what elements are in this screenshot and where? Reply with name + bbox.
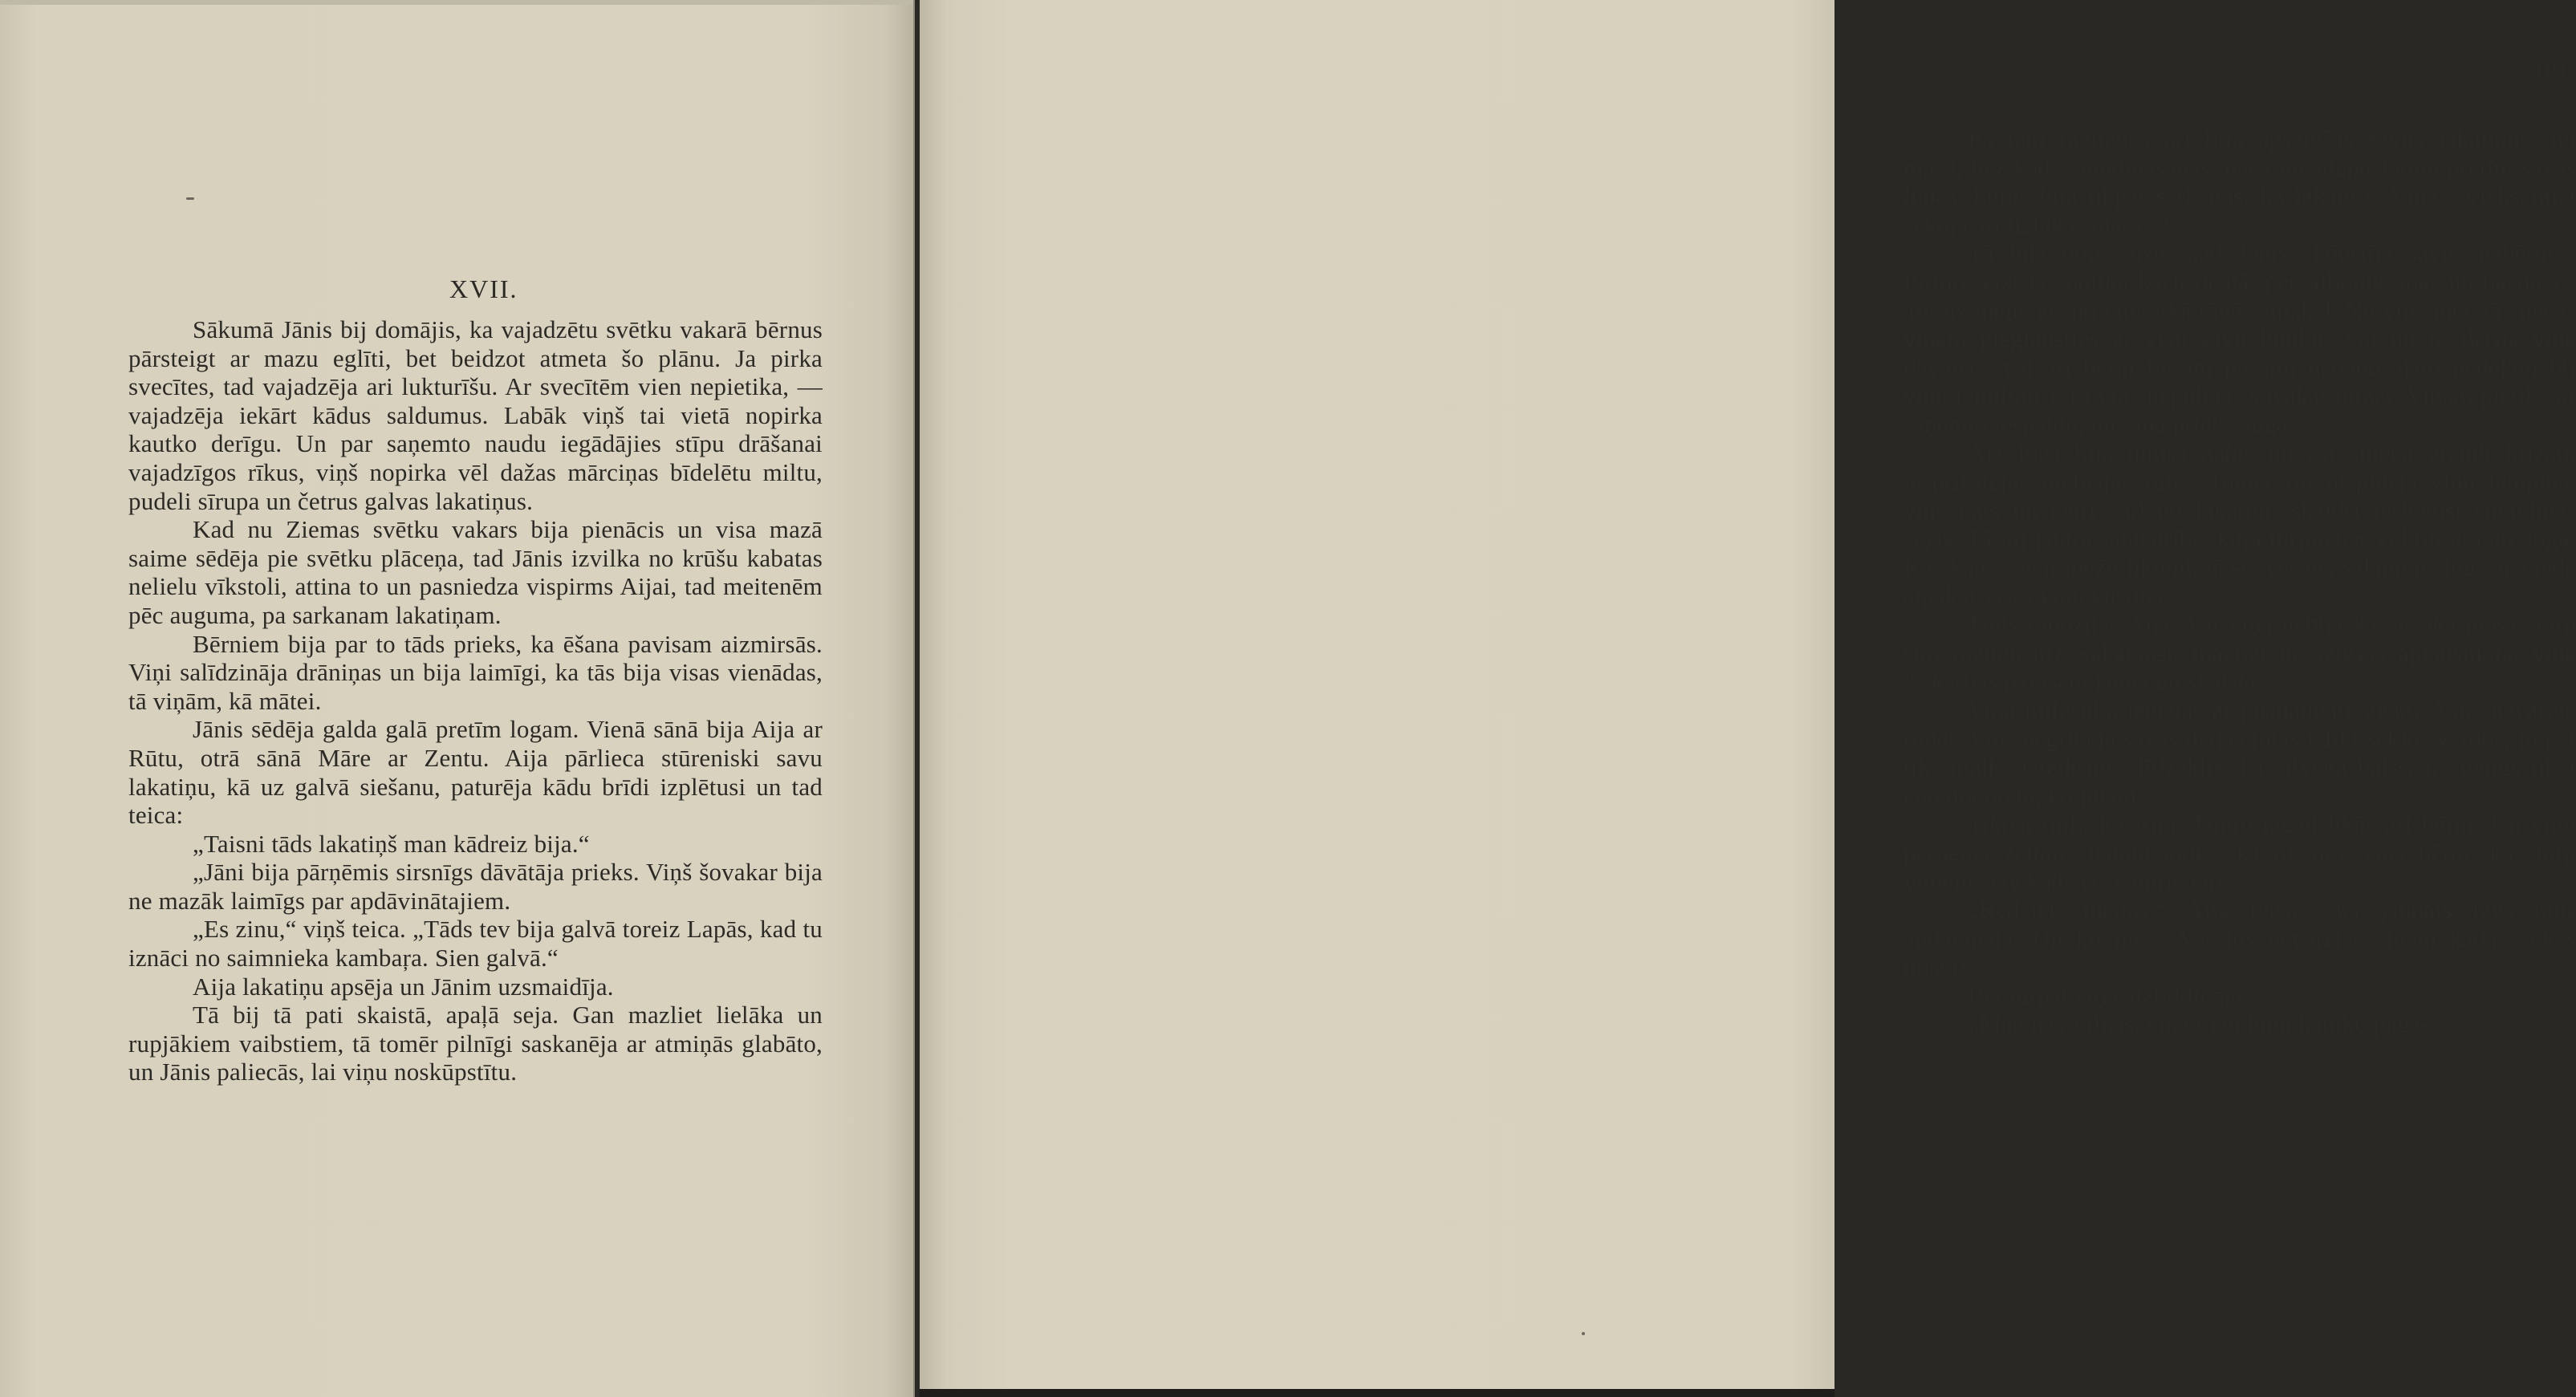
paragraph: Tā bija otra reize, kad Jānis skūpstīja savus pabērņus. Pirmo reizi tas notika kāzu dienā, pēc atbraukšanas no baznīcas. Toreiz meitenes no viņa itkā rāvās atpakaļ. Nu viņš juta, tās tiecās viņam pieglausties ar visu savu būtību. Vai nu to darīja viņa dāvanas, vai ari bērni tiešām pa šīm nedaudzajām nedēļām bij viņu iemīļojuši, to viņš nepūlejās šovakar minēt. Viņam pietika ar saņemto iespaidu, un viņa prieks auga. bbox=[1904, 238, 2576, 438]
paragraph: Pa tam meitenes ari bija apsējušas savus lakatiņus, un mazā, bez kādas mudināšanas, nāca un stiepa Jānim pretīm savas lūpas, kuŗas bija tikpat sarkanas, kā lakatiņš. Viņas priekšzīmei sekoja ari lielākās māsas.“ bbox=[1904, 124, 2576, 238]
right-page bbox=[920, 0, 2576, 1397]
paper-speck bbox=[1582, 1332, 1585, 1335]
paper-speck bbox=[186, 197, 194, 200]
paragraph: „Es zinu,“ viņš teica. „Tāds tev bija galvā toreiz Lapās, kad tu iznāci no saimnieka kambaŗa. Sien galvā.“ bbox=[128, 915, 823, 973]
paragraph: „Jāni bija pārņēmis sirsnīgs dāvātāja prieks. Viņš šovakar bija ne mazāk laimīgs par apdāvinātajiem. bbox=[128, 858, 823, 915]
paragraph: Tā bij tā pati skaistā, apaļā seja. Gan mazliet lielāka un rupjākiem vaibstiem, tā tomēr pilnīgi saskanēja ar atmiņās glabāto, un Jānis paliecās, lai viņu noskūpstītu. bbox=[128, 1001, 823, 1086]
paragraph: Jānis sēdēja galda galā pretīm logam. Vienā sānā bija Aija ar Rūtu, otrā sānā Māre ar Zentu. Aija pārliecа stūreniski savu lakatiņu, kā uz galvā siešanu, paturēja kādu brīdi izplētusi un tad teica: bbox=[128, 715, 823, 830]
chapter-heading: XVII. bbox=[449, 274, 518, 303]
paragraph: Aiz loga bija tumša nakts un asi sniega graudi brīžam iesprikstējās melnajās rūtīs. Tomēr tur atspīdēja viņu lampiņa, viņš pats un četri sarkani lakatiņi, skaidri ieslēguši smaidīgās sejas. Tā bij jautra sabiedrība, kuŗa turpinājās vēl tur ārā aiz loga. Kā skaņas atsit mežu līkumi, tā šis vecais, salāpītais logs atsvieda atpakaļ visas viņu kustības. bbox=[1904, 438, 2576, 610]
paragraph: „Redziet, meitas,“ Aija teica, „kā jaunais tēvs mūs apdāvināja. Un ko mēs? Vai jūs nevarējāt viņam kādas zeķes noadīt?“ bbox=[1904, 895, 2576, 981]
paragraph: Jānis raudzījās Aijā. Vai viņa nebija kā vecākā māsa starp šīm meitenēm? Sakarsusi, mazliet no augšas apgaismota, viņa izskatījās pavisam jauna un skaista. bbox=[1904, 610, 2576, 696]
paragraph: Tikpat mīļi, kā Aija, Jānim tagad likās ari bērni. Un viņu pārņēma žēlums iedomājoties, ka tie nav viņa bērni, ka starp viņiem stāv kāds vecs miris virs. bbox=[1904, 810, 2576, 895]
right-page-body bbox=[1904, 124, 2576, 1038]
paragraph: Viņa mīlestība iedegās ar pirmatnēju spēku. Viņš nevarēja runāt. Viņš negribēja savas dziļās jūtas izlikt seklos vārdos; jo pat tik smalks izteiksmes līdzeklis, kā cilvēka balss, ir spējīgs tikai ēnu dot no tā, ko jūtam. bbox=[1904, 695, 2576, 810]
paragraph: Sākumā Jānis bij domājis, ka vajadzētu svētku vakarā bērnus pārsteigt ar mazu eglīti, bet beidzot atmeta šo plānu. Ja pirka svecītes, tad vajadzēja ari lukturīšu. Ar svecītēm vien nepietika, — vajadzēja iekārt kādus saldumus. Labāk viņš tai vietā nopirka kautko derīgu. Un par saņemto naudu iegādājies stīpu drāšanai vajadzīgos rīkus, viņš nopirka vēl dažas mārciņas bīdelētu miltu, pudeli sīrupa un četrus galvas lakatiņus. bbox=[128, 315, 823, 515]
paragraph: „Man nav vilnas, citādi jau būtu kautko pagā- bbox=[1968, 1009, 2430, 1038]
left-page-body bbox=[128, 315, 823, 1086]
page-edge bbox=[0, 0, 913, 5]
left-page bbox=[0, 0, 915, 1397]
paragraph: Aija lakatiņu apsēja un Jānim uzsmaidīja. bbox=[193, 972, 614, 1001]
paragraph: Bet turpat viņa aizbildinājās: bbox=[1968, 981, 2260, 1009]
paragraph: „Taisni tāds lakatiņš man kādreiz bija.“ bbox=[193, 829, 590, 858]
page-number: 101 bbox=[2533, 56, 2569, 83]
paragraph: Kad nu Ziemas svētku vakars bija pienācis un visa mazā saime sēdēja pie svētku plāceņa, tad Jānis izvilka no krūšu kabatas nelielu vīkstoli, attina to un pasniedza vispirms Aijai, tad meitenēm pēc auguma, pa sarkanam lakatiņam. bbox=[128, 515, 823, 629]
paragraph: Bērniem bija par to tāds prieks, ka ēšana pavisam aizmirsās. Viņi salīdzināja drāniņas un bija laimīgi, ka tās bija visas vienādas, tā viņām, kā mātei. bbox=[128, 629, 823, 715]
